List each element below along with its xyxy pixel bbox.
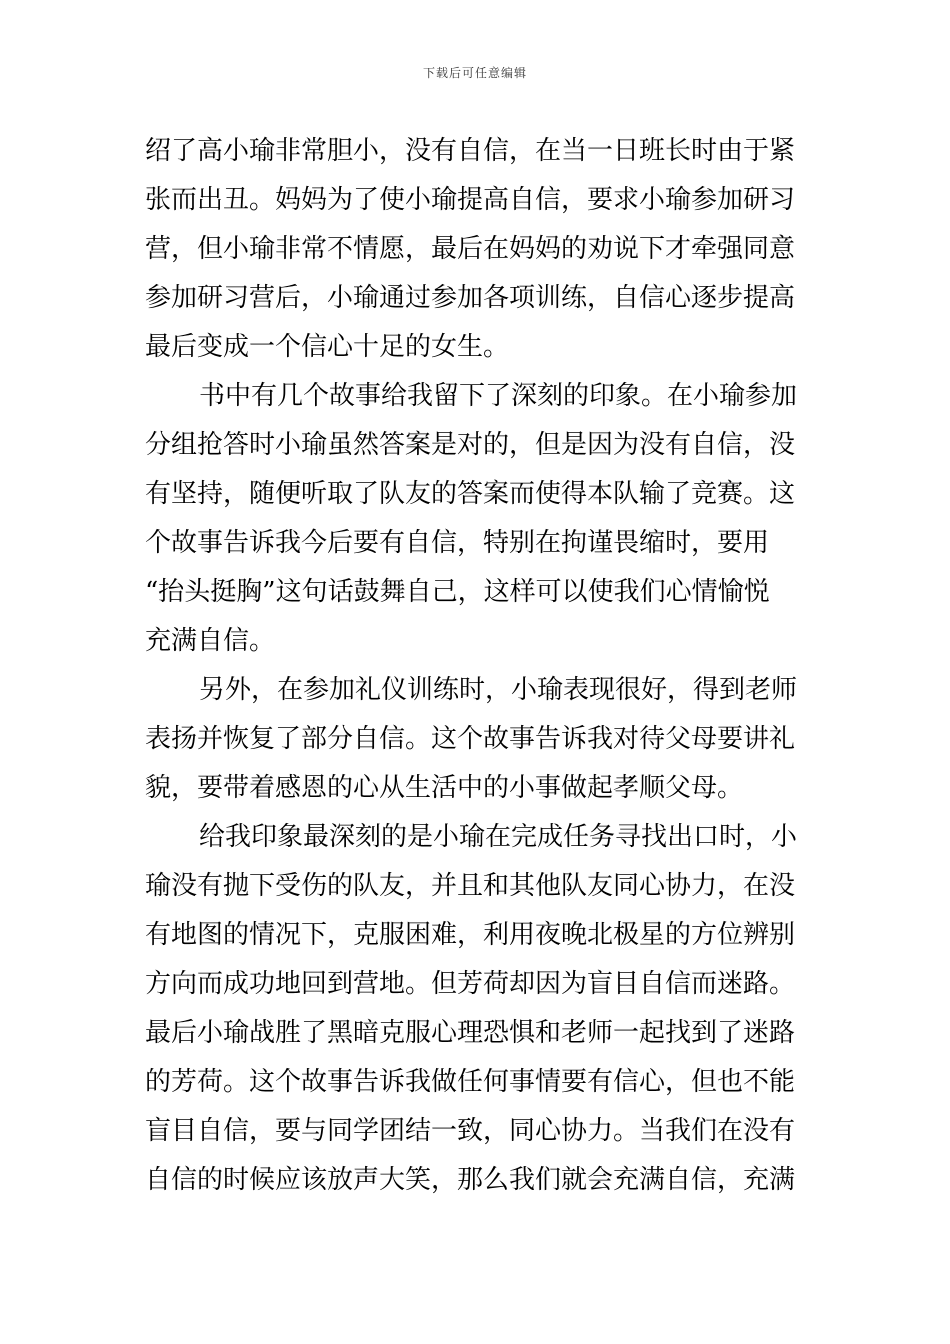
- text-line: 分组抢答时小瑜虽然答案是对的，但是因为没有自信，没: [145, 430, 796, 460]
- text-line: 参加研习营后，小瑜通过参加各项训练，自信心逐步提高: [145, 283, 796, 313]
- paragraph-first-line: 书中有几个故事给我留下了深刻的印象。在小瑜参加: [199, 381, 798, 411]
- text-line: 充满自信。: [145, 626, 276, 656]
- text-line: 貌，要带着感恩的心从生活中的小事做起孝顺父母。: [145, 773, 744, 803]
- text-line: 盲目自信，要与同学团结一致，同心协力。当我们在没有: [145, 1116, 796, 1146]
- text-line: 有地图的情况下，克服困难，利用夜晚北极星的方位辨别: [145, 920, 796, 950]
- text-line: 自信的时候应该放声大笑，那么我们就会充满自信，充满: [145, 1165, 796, 1195]
- text-line: 有坚持，随便听取了队友的答案而使得本队输了竞赛。这: [145, 479, 796, 509]
- text-line: 个故事告诉我今后要有自信，特别在拘谨畏缩时，要用: [145, 528, 770, 558]
- paragraph-first-line: 给我印象最深刻的是小瑜在完成任务寻找出口时，小: [199, 822, 798, 852]
- text-line: 营，但小瑜非常不情愿，最后在妈妈的劝说下才牵强同意: [145, 234, 796, 264]
- text-line: 绍了高小瑜非常胆小，没有自信，在当一日班长时由于紧: [145, 136, 796, 166]
- page-header: 下载后可任意编辑: [422, 66, 527, 80]
- text-line: “抬头挺胸”这句话鼓舞自己，这样可以使我们心情愉悦: [145, 577, 770, 607]
- text-line: 瑜没有抛下受伤的队友，并且和其他队友同心协力，在没: [145, 871, 796, 901]
- text-line: 表扬并恢复了部分自信。这个故事告诉我对待父母要讲礼: [145, 724, 796, 754]
- text-line: 张而出丑。妈妈为了使小瑜提高自信，要求小瑜参加研习: [145, 185, 796, 215]
- text-line: 最后小瑜战胜了黑暗克服心理恐惧和老师一起找到了迷路: [145, 1018, 796, 1048]
- paragraph-first-line: 另外，在参加礼仪训练时，小瑜表现很好，得到老师: [199, 675, 798, 705]
- text-line: 的芳荷。这个故事告诉我做任何事情要有信心，但也不能: [145, 1067, 796, 1097]
- document-body: [145, 127, 805, 1205]
- text-line: 最后变成一个信心十足的女生。: [145, 332, 510, 362]
- text-line: 方向而成功地回到营地。但芳荷却因为盲目自信而迷路。: [145, 969, 796, 999]
